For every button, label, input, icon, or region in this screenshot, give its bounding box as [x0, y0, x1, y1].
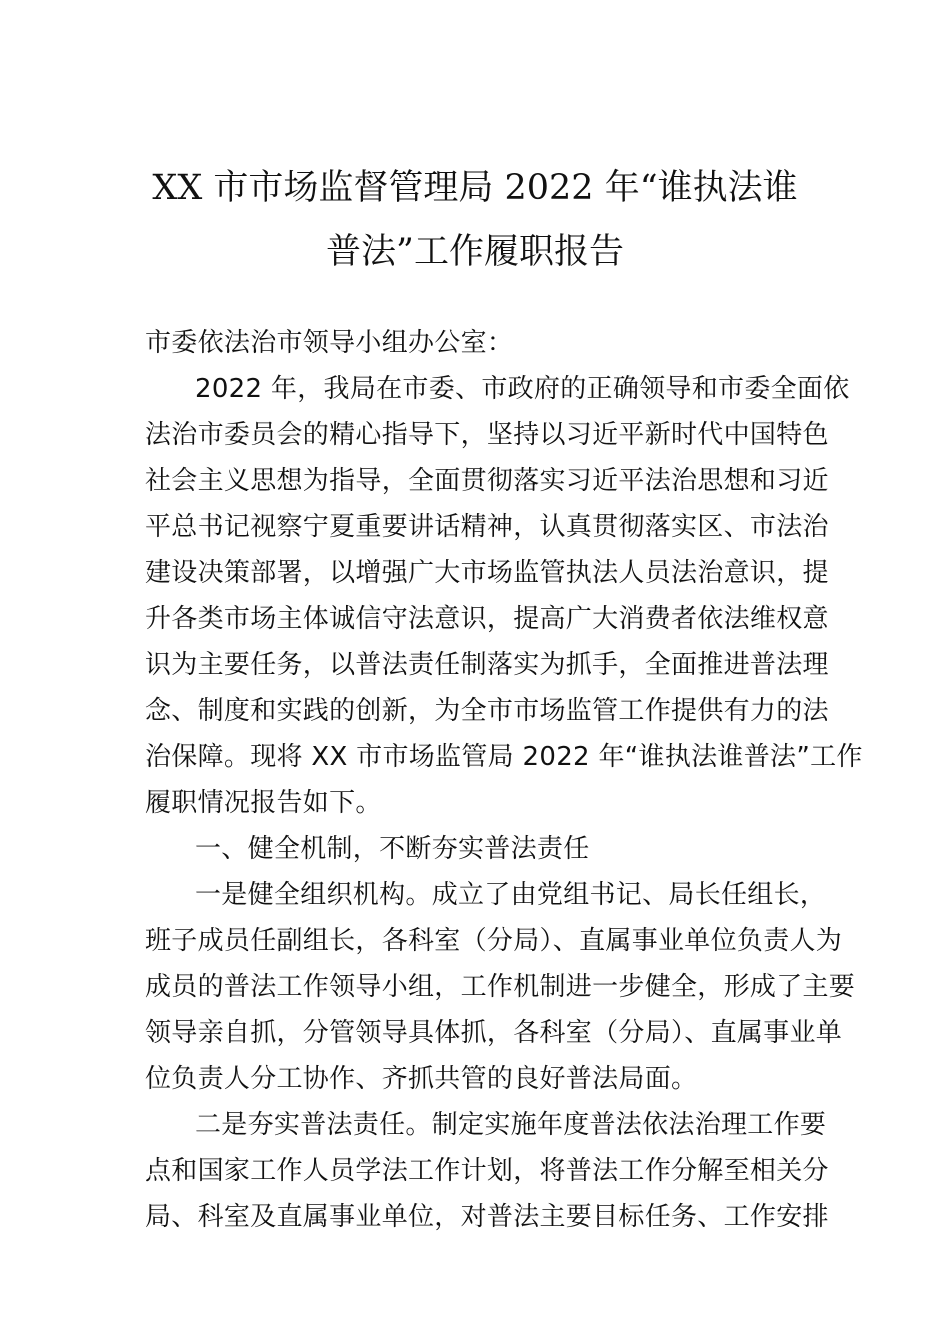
title-line-1: XX 市市场监督管理局 2022 年“谁执法谁 [152, 168, 798, 208]
paragraph-1-line: 建设决策部署，以增强广大市场监管执法人员法治意识，提 [145, 558, 829, 588]
section-1-heading: 一、健全机制，不断夯实普法责任 [195, 834, 590, 864]
paragraph-2-line: 一是健全组织机构。成立了由党组书记、局长任组长， [195, 880, 827, 910]
paragraph-1-line: 法治市委员会的精心指导下，坚持以习近平新时代中国特色 [145, 420, 829, 450]
paragraph-2-line: 班子成员任副组长，各科室（分局）、直属事业单位负责人为 [145, 926, 843, 956]
paragraph-1-line: 识为主要任务，以普法责任制落实为抓手，全面推进普法理 [145, 650, 829, 680]
paragraph-1-line: 社会主义思想为指导，全面贯彻落实习近平法治思想和习近 [145, 466, 829, 496]
salutation: 市委依法治市领导小组办公室： [145, 328, 514, 358]
paragraph-1-line: 2022 年，我局在市委、市政府的正确领导和市委全面依 [195, 374, 850, 404]
paragraph-2-line: 位负责人分工协作、齐抓共管的良好普法局面。 [145, 1064, 698, 1094]
paragraph-2-line: 领导亲自抓，分管领导具体抓，各科室（分局）、直属事业单 [145, 1018, 843, 1048]
paragraph-1-line: 治保障。现将 XX 市市场监管局 2022 年“谁执法谁普法”工作 [145, 742, 863, 772]
paragraph-3-line: 局、科室及直属事业单位，对普法主要目标任务、工作安排 [145, 1202, 829, 1232]
paragraph-1-line: 履职情况报告如下。 [145, 788, 382, 818]
paragraph-3-line: 二是夯实普法责任。制定实施年度普法依法治理工作要 [195, 1110, 827, 1140]
paragraph-1-line: 升各类市场主体诚信守法意识，提高广大消费者依法维权意 [145, 604, 829, 634]
title-line-2: 普法”工作履职报告 [326, 232, 624, 272]
paragraph-1-line: 平总书记视察宁夏重要讲话精神，认真贯彻落实区、市法治 [145, 512, 829, 542]
paragraph-3-line: 点和国家工作人员学法工作计划，将普法工作分解至相关分 [145, 1156, 829, 1186]
paragraph-2-line: 成员的普法工作领导小组，工作机制进一步健全，形成了主要 [145, 972, 856, 1002]
paragraph-1-line: 念、制度和实践的创新，为全市市场监管工作提供有力的法 [145, 696, 829, 726]
